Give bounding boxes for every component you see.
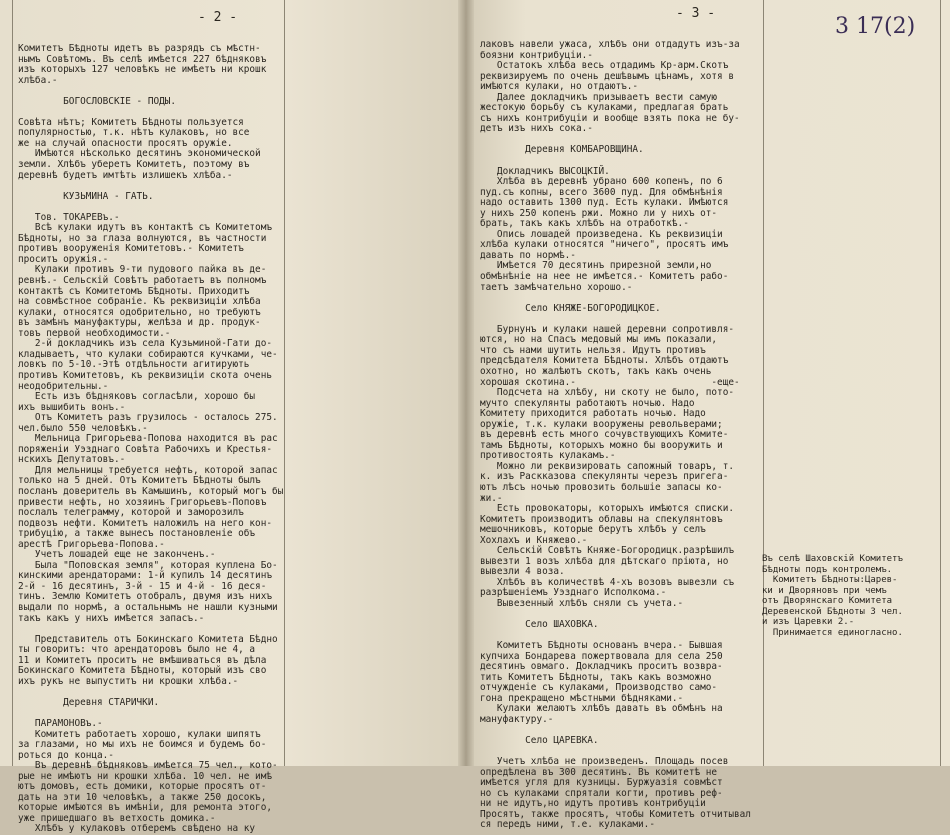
text-line: контактѣ съ Комитетомъ Бѣдноты. Приходитъ (18, 285, 250, 297)
text-line: Вывезенный хлѣбъ сняли съ учета.- (480, 597, 684, 609)
text-line: имѣется угля для кузницы. Буржуазiя совмѣст (480, 777, 723, 789)
margin-line: Бѣдноты подъ контролемъ. (762, 564, 893, 575)
text-line: обмѣнѣнiе на нее не имѣется.- Комитетъ рабо- (480, 271, 729, 283)
text-line: популярностью, т.к. нѣтъ кулаковъ, но все (18, 127, 250, 139)
text-line: неодобрительны.- (18, 380, 109, 392)
text-line: ютъ домовъ, есть домики, которые просятъ от- (18, 781, 267, 793)
text-line: Кулаки противъ 9-ти пудового пайка въ де- (18, 264, 267, 276)
archive-mark: 3 17(2) (835, 14, 916, 39)
text-line: что съ нами шутить нельзя. Идутъ противъ (480, 344, 706, 356)
text-line: чел.было 550 человѣкъ.- (18, 422, 148, 434)
text-line: Учетъ лошадей еще не законченъ.- (18, 549, 216, 561)
text-line: такъ какъ у нихъ имѣется запасъ.- (18, 612, 205, 624)
text-line: Хохлахъ и Княжево.- (480, 534, 588, 546)
text-line: противъ вооруженiя Комитетовъ.- Комитетъ (18, 243, 244, 255)
text-line: хлѣба.- (18, 74, 58, 86)
text-line: Подсчета на хлѣбу, ни скоту не было, пото- (480, 387, 734, 399)
text-line: вывезли 4 воза. (480, 566, 565, 578)
text-line: десятинъ овмаго. Докладчикъ проситъ возвра- (480, 661, 723, 673)
text-line: Отъ Комитетъ разъ грузилось - осталось 275. (18, 412, 278, 424)
text-line: за глазами, но мы ихъ не боимся и будемъ бо- (18, 739, 267, 751)
text-line: отчужденiе съ кулаками, Производство само- (480, 682, 718, 694)
text-line: боязни контрибуцiи.- (480, 49, 593, 61)
text-line: Комитетъ Бѣдноты основанъ вчера.- Бывшая (480, 640, 723, 652)
text-line: Имѣются нѣсколько десятинъ экономической (18, 148, 261, 160)
text-line: хлѣба кулаки относятся "ничего", просятъ имъ (480, 239, 729, 251)
right-page-text (480, 40, 762, 831)
left-page-number: - 2 - (198, 10, 238, 25)
text-line: изъ которыхъ 127 человѣкъ не имѣетъ ни крошк (18, 64, 267, 76)
text-line: вывезти 1 возъ хлѣба для дѣтскаго прiюта, но (480, 555, 729, 567)
text-line: Село ШАХОВКА. (480, 619, 599, 631)
text-line: товъ первой необходимости.- (18, 327, 171, 339)
text-line: БОГОСЛОВСКIЕ - ПОДЫ. (18, 95, 177, 107)
text-line: посланъ доверитель въ Камышинъ, который могъ бы (18, 485, 284, 497)
text-line: трибуцiю, а также вынесъ постановленiе объ (18, 528, 256, 540)
text-line: Докладчикъ ВЫСОЦКIЙ. (480, 165, 610, 177)
text-line (480, 156, 762, 167)
margin-line: Принимается единогласно. (762, 627, 903, 638)
text-line: Хлѣба въ деревнѣ убрано 600 копенъ, по 6 (480, 176, 723, 188)
text-line: Село КНЯЖЕ-БОГОРОДИЦКОЕ. (480, 302, 661, 314)
text-line: предсѣдателя Комитета Бѣдноты. Хлѣбъ отдаютъ (480, 355, 729, 367)
text-line: поряженіи Уэзднаго Совѣта Рабочихъ и Крестья- (18, 443, 272, 455)
text-line: Учетъ хлѣба не произведенъ. Площадь посев (480, 756, 729, 768)
text-line: Для мельницы требуется нефть, которой запас (18, 464, 278, 476)
text-line: Мельница Григорьева-Попова находится въ рас (18, 433, 278, 445)
left-page-text (18, 44, 300, 835)
text-line: купчиха Бондарева пожертвовала для села 250 (480, 650, 723, 662)
text-line: реквизируемъ по очень дешѣвымъ цѣнамъ, хотя в (480, 70, 734, 82)
text-line: ихъ рукъ не выпуститъ ни крошки хлѣба.- (18, 675, 239, 687)
text-line: противостоять кулакамъ.- (480, 450, 616, 462)
margin-line: ки и Дворяновъ при чемъ (762, 585, 887, 596)
text-line: мучто спекулянты работаютъ ночью. Надо (480, 397, 695, 409)
margin-line: и изъ Царевки 2.- (762, 617, 855, 627)
text-line: дать на эти 10 человѣкъ, а также 250 досокъ, (18, 791, 267, 803)
margin-line: Комитетъ Бѣдноты:Царев- (762, 575, 898, 585)
text-line: пуд.съ копны, всего 3600 пуд. Для обмѣнѣнiя (480, 186, 723, 198)
text-line: тинъ. Землю Комитетъ отобралъ, двумя изъ нихъ (18, 591, 272, 603)
text-line: уже пришедшаго въ ветхость домика.- (18, 812, 216, 824)
text-line: опредѣлена въ 300 десятинъ. Въ комитетѣ не (480, 766, 718, 778)
text-line: ПАРАМОНОВъ.- (18, 718, 103, 729)
text-line: Тов. ТОКАРЕВъ.- (18, 211, 120, 223)
text-line: Кулаки желаютъ хлѣбъ давать въ обмѣнъ на (480, 703, 723, 715)
text-line: Просятъ, также просятъ, чтобы Комитетъ отчитывал (480, 808, 751, 820)
text-line: Деревня КОМБАРОВЩИНА. (480, 144, 644, 156)
text-line: же на случай опасности просятъ оружiе. (18, 137, 233, 149)
text-line: только на 5 дней. Отъ Комитетъ Бѣдноты былъ (18, 475, 261, 487)
text-line: ты говоритъ: что арендаторовъ было не 4, а (18, 644, 256, 656)
text-line: 2-й - 16 десятинъ, 3-й - 15 и 4-й - 16 деся- (18, 580, 267, 592)
text-line: Село ЦАРЕВКА. (480, 735, 599, 747)
text-line: Деревня СТАРИЧКИ. (18, 696, 160, 708)
text-line: Представитель отъ Бокинскаго Комитета Бѣдно (18, 633, 278, 645)
text-line: жестокую борьбу съ кулаками, предлагая брать (480, 102, 729, 114)
text-line: мануфактуру.- (480, 714, 554, 725)
text-line: кулаки, относятся одобрительно, но требуютъ (18, 306, 261, 318)
text-line: ни не идутъ,но идутъ противъ контрибуцiи (480, 798, 706, 810)
text-line: Совѣта нѣтъ; Комитетъ Бѣдноты пользуется (18, 116, 244, 128)
text-line: кинскими арендаторами: 1-й купилъ 14 десятинъ (18, 570, 272, 582)
text-line: Сельскiй Совѣтъ Княже-Богородицк.разрѣшилъ (480, 545, 734, 557)
text-line: ловкъ по 5-10.-Этѣ отдѣльности агитирують (18, 359, 250, 371)
text-line: тить Комитетъ Бѣдноты, такъ какъ возможно (480, 671, 712, 683)
text-line: Комитетъ производитъ облавы на спекулянтовъ (480, 513, 723, 525)
text-line: въ деревнѣ есть много сочувствующихъ Комите- (480, 429, 729, 441)
text-line: Хлѣбъ у кулаковъ отберемъ свѣдено на ку (18, 823, 256, 835)
text-line: нскихъ Депутатовъ.- (18, 454, 126, 466)
text-line: Опись лошадей произведена. Къ реквизицiи (480, 228, 723, 240)
text-line: Далее докладчикъ призываетъ вести самую (480, 91, 718, 103)
text-line: съ нихъ контрибуцiи и вообще взять пока не бу- (480, 112, 740, 124)
text-line: у нихъ 250 копенъ ржи. Можно ли у нихъ от- (480, 207, 718, 219)
text-line: противъ Комитетовъ, къ реквизицiи скота очень (18, 369, 272, 381)
text-line: выдали по нормѣ, а остальнымъ не нашли кузными (18, 601, 278, 613)
margin-line: отъ Дворянскаго Комитета (762, 596, 893, 606)
text-line: на совмѣстное собранiе. Къ реквизицiи хлѣба (18, 296, 261, 308)
text-line: Комитетъ работаетъ хорошо, кулаки шипятъ (18, 728, 261, 740)
text-line: Остатокъ хлѣба весь отдадимъ Кр-арм.Скотъ (480, 60, 729, 72)
text-line: Комитету приходится работать ночью. Надо (480, 408, 706, 420)
text-line: Комитетъ Бѣдноты идетъ въ разрядъ съ мѣстн- (18, 44, 261, 54)
text-line: нымъ Совѣтомъ. Въ селѣ имѣется 227 бѣдняковъ (18, 53, 267, 65)
text-line: детъ изъ нихъ сока.- (480, 123, 593, 135)
text-line: привести нефть, но хозяинъ Григорьевъ-Поповъ (18, 496, 267, 508)
text-line: жи.- (480, 492, 503, 504)
text-line: Бокинскаго Комитета Бѣдноты, который изъ сво (18, 665, 267, 677)
text-line: имѣются кулаки, но отдаютъ.- (480, 81, 639, 93)
text-line: охотно, но жалѣютъ скотъ, такъ какъ очень (480, 365, 712, 377)
text-line: проситъ оружiя.- (18, 253, 109, 265)
text-line: Имѣется 70 десятинъ прирезной земли,но (480, 260, 712, 272)
text-line: давать по нормѣ.- (480, 249, 576, 261)
text-line: Хлѣбъ въ количествѣ 4-хъ возовъ вывезли съ (480, 576, 734, 588)
margin-note (762, 554, 932, 638)
text-line: Въ деревнѣ бѣдняковъ имѣется 75 чел., кото- (18, 760, 278, 772)
text-line: подвозъ нефти. Комитетъ наложилъ на него кон- (18, 517, 272, 529)
text-line: рые не имѣютъ ни крошки хлѣба. 10 чел. не имѣ (18, 770, 272, 782)
text-line: ихъ вышибить вонъ.- (18, 401, 126, 413)
text-line: КУЗЬМИНА - ГАТЬ. (18, 190, 154, 202)
right-margin-line (940, 0, 941, 766)
text-line: ются, но на Спасъ медовый мы имъ показали, (480, 334, 718, 346)
right-page-number: - 3 - (676, 6, 716, 21)
text-line: въ замѣнъ мануфактуры, желѣза и др. продук- (18, 317, 261, 329)
text-line: надо оставить 1300 пуд. Есть кулаки. Имѣются (480, 197, 729, 209)
text-line: мешочниковъ, которые берутъ хлѣбъ у селъ (480, 524, 706, 536)
text-line: арестѣ Григорьева-Попова.- (18, 538, 165, 550)
text-line: послалъ телеграмму, которой и заморозилъ (18, 507, 244, 519)
text-line: Всѣ кулаки идутъ въ контактѣ съ Комитетомъ (18, 222, 272, 234)
text-line: которые имѣются въ имѣнiи, для ремонта этого, (18, 802, 272, 814)
text-line: Есть провокаторы, которыхъ имѣются списки. (480, 503, 734, 515)
text-line: таетъ замѣчательно хорошо.- (480, 281, 633, 293)
text-line: лаковъ навели ужаса, хлѣбъ они отдадутъ изъ-за (480, 40, 740, 50)
margin-line: Деревенской Бѣдноты 3 чел. (762, 606, 903, 617)
text-line: Есть изъ бѣдняковъ согласѣли, хорошо бы (18, 391, 256, 403)
text-line: кладываетъ, что кулаки собираются кучками, че- (18, 348, 278, 360)
text-line: 2-й докладчикъ изъ села Кузьминой-Гати до- (18, 338, 272, 350)
text-line: 11 и Комитетъ проситъ не вмѣшиваться въ дѣла (18, 654, 267, 666)
text-line: к. изъ Раскказова спекулянты черезъ пригега- (480, 471, 729, 483)
margin-line: Въ селѣ Шаховскiй Комитетъ (762, 554, 903, 564)
text-line: но съ кулаками спрятали когти, противъ реф- (480, 787, 723, 799)
text-line: Бѣдноты, но за глаза волнуются, въ частности (18, 232, 267, 244)
text-line: оружiе, т.к. кулаки вооружены револьверами; (480, 418, 723, 430)
text-line: брать, такъ какъ хлѣбъ на отработкѣ.- (480, 218, 689, 230)
text-line: Можно ли реквизировать сапожный товаръ, т. (480, 460, 734, 472)
text-line: тамъ Бѣдноты, которыхъ можно бы вооружить и (480, 439, 723, 451)
text-line: деревнѣ будетъ имтѣть излишекъ хлѣба.- (18, 169, 233, 181)
text-line: Бурнунъ и кулаки нашей деревни сопротивля- (480, 323, 734, 335)
text-line: ютъ лѣсъ ночью провозить большiе запасы ко- (480, 481, 723, 493)
text-line: ревнѣ.- Сельскiй Совѣтъ работаетъ въ полномъ (18, 275, 267, 287)
left-margin-line (12, 0, 13, 766)
text-line: ся передъ ними, т.е. кулаками.- (480, 819, 655, 831)
text-line: хорошая скотина.- -еще- (480, 376, 740, 388)
page-fold (458, 0, 474, 766)
right-column-rule (763, 0, 764, 766)
text-line: Была "Поповская земля", которая куплена Бо- (18, 559, 278, 571)
text-line: разрѣшенiемъ Уэзднаго Исполкома.- (480, 587, 667, 599)
text-line: роться до конца.- (18, 749, 114, 761)
text-line: земли. Хлѣбъ уберетъ Комитетъ, поэтому въ (18, 159, 250, 171)
text-line: гона прекращено мѣстными бѣдняками.- (480, 692, 684, 704)
